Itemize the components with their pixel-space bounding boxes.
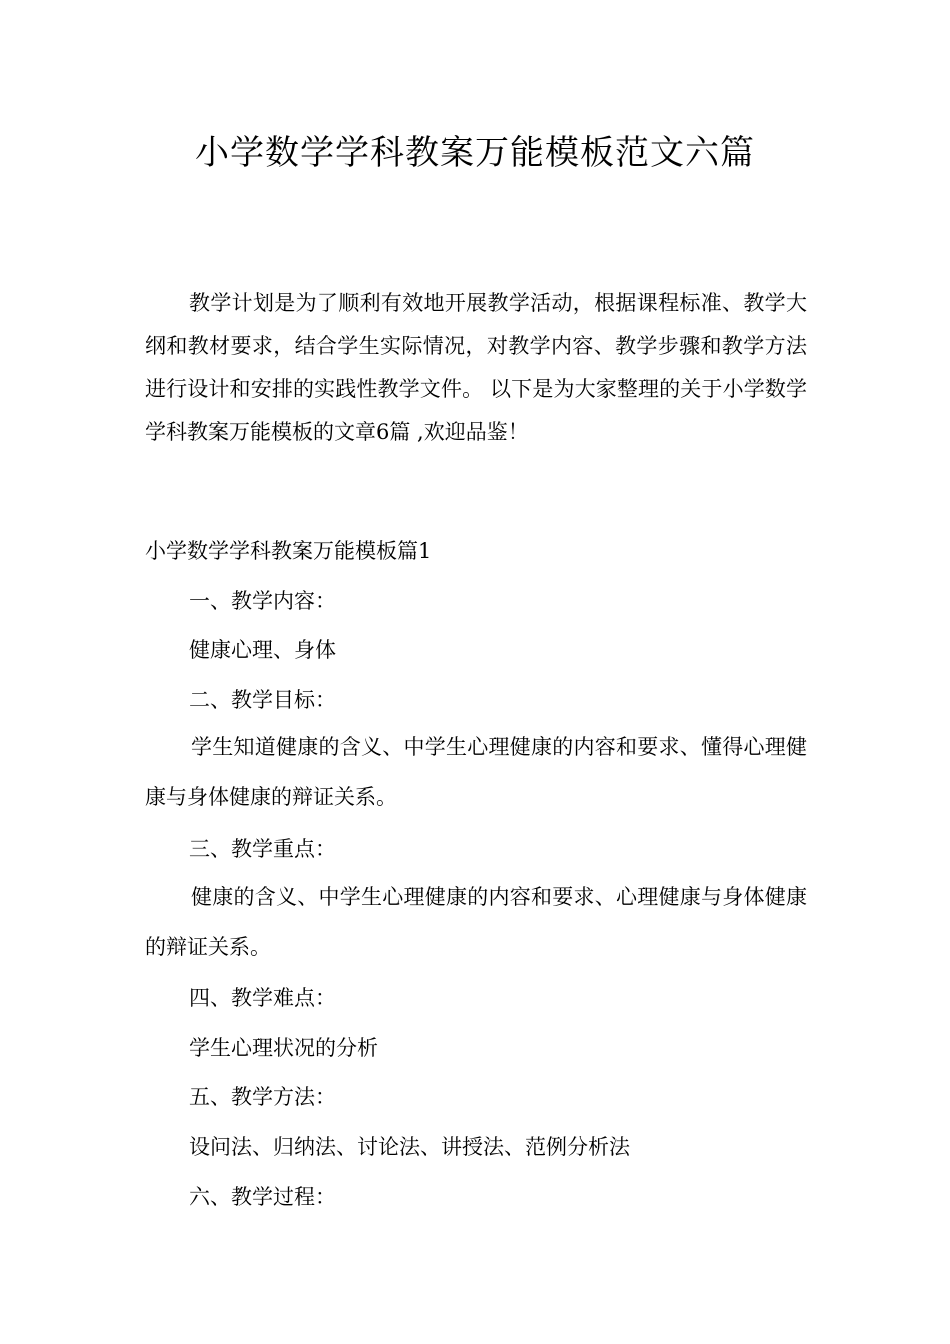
item-heading-process: 六、教学过程：	[189, 1185, 336, 1209]
item-heading-content: 一、教学内容：	[189, 589, 336, 613]
item-text-key-points: 健康的含义、中学生心理健康的内容和要求、心理健康与身体健康的辩证关系。	[145, 885, 807, 959]
item-heading-methods: 五、教学方法：	[189, 1085, 336, 1109]
item-text-objectives: 学生知道健康的含义、中学生心理健康的内容和要求、懂得心理健康与身体健康的辩证关系。	[145, 735, 807, 809]
item-text-difficulties: 学生心理状况的分析	[189, 1036, 378, 1060]
section-heading: 小学数学学科教案万能模板篇1	[145, 539, 432, 563]
item-heading-objectives: 二、教学目标：	[189, 688, 336, 712]
item-heading-key-points: 三、教学重点：	[189, 837, 336, 861]
intro-paragraph: 教学计划是为了顺利有效地开展教学活动，根据课程标准、教学大纲和教材要求，结合学生实际情况，对教学内容、教学步骤和教学方法进行设计和安排的实践性教学文件。 以下是为大家整理的关于小学数学学科教案万能模板的文章6篇 ,欢迎品鉴！	[145, 291, 807, 444]
item-heading-difficulties: 四、教学难点：	[189, 986, 336, 1010]
document-title: 小学数学学科教案万能模板范文六篇	[195, 133, 755, 173]
item-text-methods: 设问法、归纳法、讨论法、讲授法、范例分析法	[189, 1135, 630, 1159]
item-text-content: 健康心理、身体	[189, 638, 336, 662]
